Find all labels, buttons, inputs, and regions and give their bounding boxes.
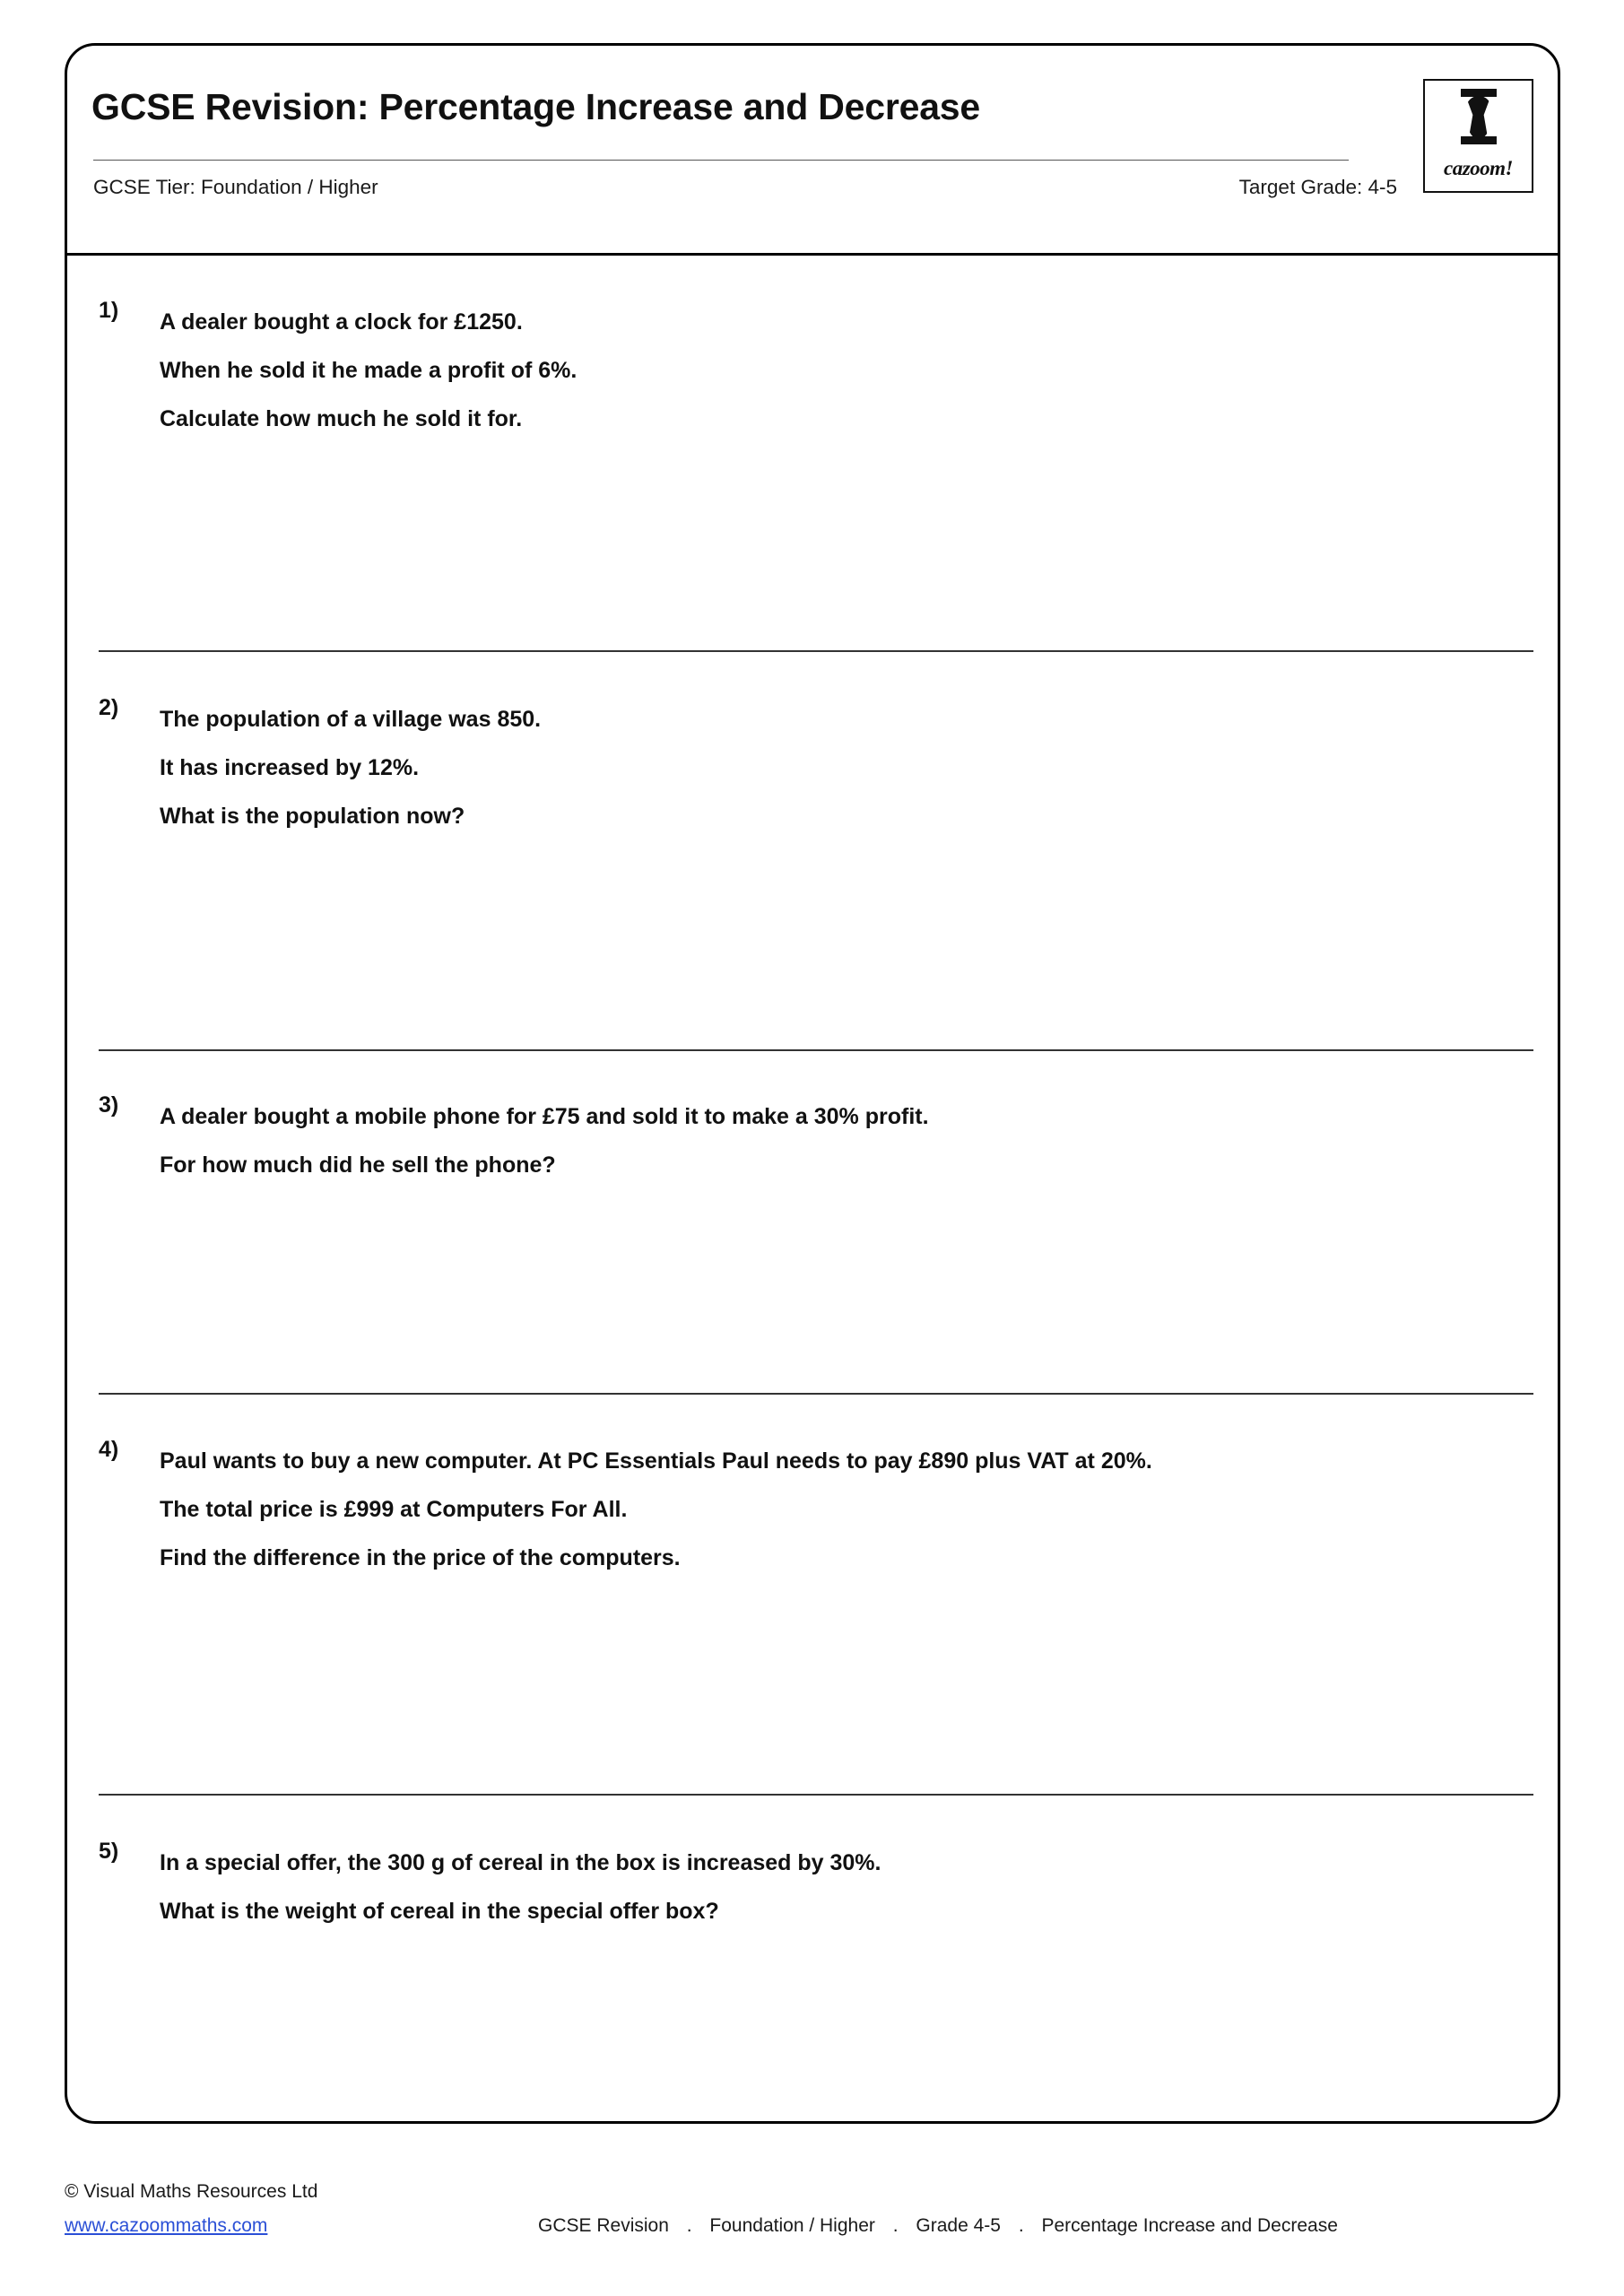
page-title: GCSE Revision: Percentage Increase and Decrease (91, 86, 981, 127)
question-line: What is the weight of cereal in the special offer box? (160, 1899, 719, 1924)
question-line: Find the difference in the price of the computers. (160, 1545, 681, 1570)
question-line: For how much did he sell the phone? (160, 1152, 556, 1178)
question-line: Paul wants to buy a new computer. At PC Essentials Paul needs to pay £890 plus VAT at 20%. (160, 1448, 1152, 1474)
breadcrumb-separator: . (892, 2215, 899, 2236)
logo-wordmark: cazoom! (1444, 157, 1513, 179)
question-number: 1) (99, 298, 119, 323)
question-number: 4) (99, 1437, 119, 1462)
breadcrumb-separator: . (1018, 2215, 1024, 2236)
question-line: What is the population now? (160, 804, 465, 829)
question-line: In a special offer, the 300 g of cereal in the box is increased by 30%. (160, 1850, 881, 1875)
question-line: The total price is £999 at Computers For All. (160, 1497, 628, 1522)
breadcrumb-item-topic: Percentage Increase and Decrease (1041, 2215, 1338, 2236)
question-text (160, 1437, 1505, 1582)
breadcrumb-item-revision: GCSE Revision (538, 2215, 669, 2236)
question-line: When he sold it he made a profit of 6%. (160, 358, 578, 383)
question-line: A dealer bought a mobile phone for £75 and sold it to make a 30% profit. (160, 1104, 929, 1129)
question-divider (99, 1393, 1533, 1395)
question-line: The population of a village was 850. (160, 707, 542, 732)
question-text (160, 1839, 1505, 1935)
question-text (160, 695, 1505, 840)
cazoom-logo (1423, 79, 1533, 193)
question-text (160, 1092, 1505, 1189)
question-number: 5) (99, 1839, 119, 1864)
header-separator (65, 253, 1559, 256)
question-number: 3) (99, 1092, 119, 1118)
question-line: A dealer bought a clock for £1250. (160, 309, 523, 335)
title-divider (93, 160, 1349, 161)
question-divider (99, 1049, 1533, 1051)
question-divider (99, 650, 1533, 652)
footer-breadcrumb (538, 2215, 1338, 2237)
breadcrumb-separator: . (686, 2215, 692, 2236)
question-line: Calculate how much he sold it for. (160, 406, 523, 431)
footer-website-link[interactable]: www.cazoommaths.com (65, 2215, 268, 2236)
question-number: 2) (99, 695, 119, 720)
logo-vase-icon (1458, 89, 1499, 144)
worksheet-header (91, 70, 1533, 240)
breadcrumb-item-tier: Foundation / Higher (709, 2215, 875, 2236)
footer-copyright: © Visual Maths Resources Ltd (65, 2181, 318, 2202)
question-text (160, 298, 1505, 443)
question-line: It has increased by 12%. (160, 755, 420, 780)
target-grade-label: Target Grade: 4-5 (1238, 176, 1397, 198)
breadcrumb-item-grade: Grade 4-5 (916, 2215, 1001, 2236)
tier-label: GCSE Tier: Foundation / Higher (93, 176, 378, 198)
question-divider (99, 1794, 1533, 1796)
